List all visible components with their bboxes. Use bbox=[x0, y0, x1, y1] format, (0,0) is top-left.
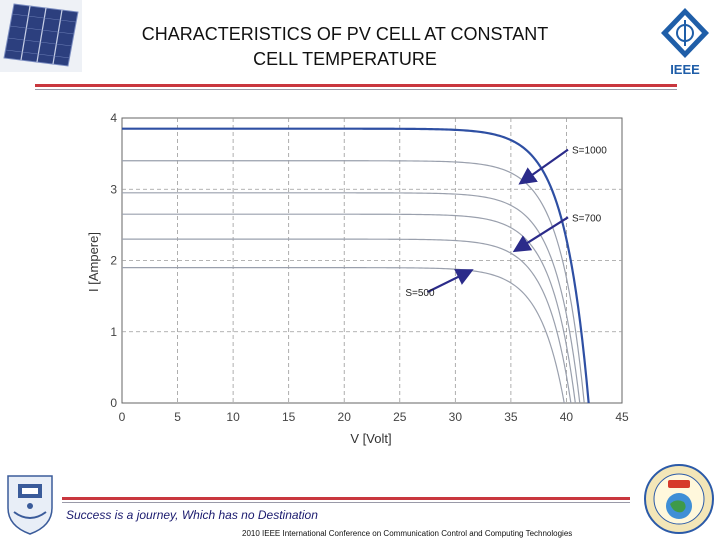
annotation-label-2: S=700 bbox=[572, 213, 602, 225]
x-tick-label: 35 bbox=[504, 410, 518, 424]
x-tick-label: 45 bbox=[615, 410, 629, 424]
x-tick-label: 40 bbox=[559, 410, 574, 424]
y-tick-label: 2 bbox=[110, 253, 117, 268]
motto-text: Success is a journey, Which has no Destination bbox=[66, 508, 318, 522]
college-logo bbox=[0, 468, 60, 540]
x-axis-label: V [Volt] bbox=[350, 431, 392, 446]
ieee-logo-text: IEEE bbox=[670, 62, 700, 77]
conference-text: 2010 IEEE International Conference on Communication Control and Computing Technologies bbox=[242, 529, 573, 538]
x-tick-label: 30 bbox=[448, 410, 463, 424]
title-line-1: CHARACTERISTICS OF PV CELL AT CONSTANT bbox=[141, 24, 549, 44]
x-tick-label: 25 bbox=[393, 410, 407, 424]
x-tick-label: 5 bbox=[174, 410, 181, 424]
bottom-divider-shadow bbox=[62, 502, 630, 503]
title-line-2: CELL TEMPERATURE bbox=[253, 49, 437, 69]
conference-logo bbox=[640, 462, 718, 536]
x-tick-label: 15 bbox=[281, 410, 296, 424]
x-tick-label: 0 bbox=[118, 410, 126, 424]
annotation-label-1: S=1000 bbox=[572, 145, 607, 157]
y-axis-label: I [Ampere] bbox=[86, 232, 101, 292]
y-tick-label: 3 bbox=[110, 182, 117, 197]
annotation-label-3: S=500 bbox=[405, 288, 435, 300]
bottom-divider bbox=[62, 497, 630, 500]
y-tick-label: 1 bbox=[110, 324, 117, 339]
x-tick-label: 10 bbox=[226, 410, 240, 424]
x-tick-label: 20 bbox=[337, 410, 351, 424]
y-tick-label: 4 bbox=[110, 111, 117, 125]
y-tick-label: 0 bbox=[110, 396, 117, 410]
